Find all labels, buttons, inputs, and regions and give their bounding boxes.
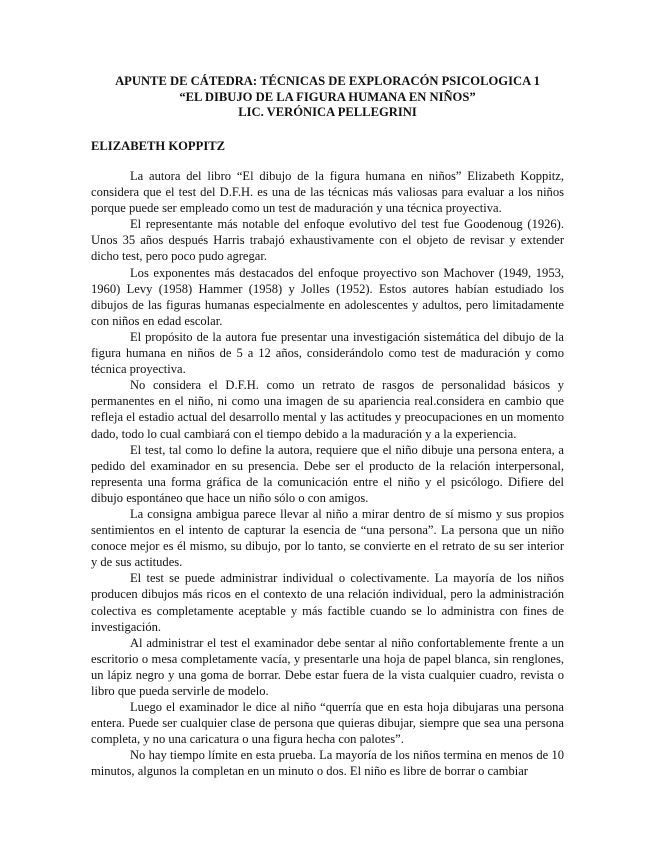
paragraph: No hay tiempo límite en esta prueba. La mayoría de los niños termina en menos de 10 minutos, algunos la completan en un minuto o dos. El niño es libre de borrar o cambiar: [91, 748, 564, 779]
paragraph: El propósito de la autora fue presentar una investigación sistemática del dibujo de la figura humana en niños de 5 a 12 años, considerándolo como test de maduración y como técnica proyectiva.: [91, 329, 564, 377]
paragraph: La autora del libro “El dibujo de la figura humana en niños” Elizabeth Koppitz, considera que el test del D.F.H. es una de las técnicas más valiosas para evaluar a los niños porque puede ser empleado como un test de maduración y una técnica proyectiva.: [91, 169, 564, 216]
header-line-3: LIC. VERÓNICA PELLEGRINI: [238, 105, 417, 120]
paragraph: La consigna ambigua parece llevar al niño a mirar dentro de sí mismo y sus propios sentimientos en el intento de capturar la esencia de “una persona”. La persona que un niño conoce mejor es él mismo, su dibujo, por lo tanto, se convierte en el retrato de su ser interior y de sus actitudes.: [91, 506, 564, 570]
author-heading: ELIZABETH KOPPITZ: [91, 139, 226, 153]
header-line-1: APUNTE DE CÁTEDRA: TÉCNICAS DE EXPLORACÓN PSICOLOGICA 1: [115, 74, 540, 88]
paragraph: Al administrar el test el examinador debe sentar al niño confortablemente frente a un escritorio o mesa completamente vacía, y presentarle una hoja de papel blanca, sin renglones, un lápiz negro y una goma de borrar. Debe estar fuera de la vista cualquier cuadro, revista o libro que pueda servirle de modelo.: [91, 635, 564, 698]
paragraph: No considera el D.F.H. como un retrato de rasgos de personalidad básicos y permanentes en el niño, ni como una imagen de su apariencia real.considera en cambio que refleja el estadio actual del desarrollo mental y las actitudes y preocupaciones en un momento dado, todo lo cual cambiará con el tiempo debido a la maduración y a la experiencia.: [91, 378, 564, 441]
document-body: [91, 168, 564, 780]
paragraph: El test se puede administrar individual o colectivamente. La mayoría de los niños producen dibujos más ricos en el contexto de una relación individual, pero la administración colectiva es completamente aceptable y más factible cuando se lo administra con fines de investigación.: [91, 571, 564, 634]
paragraph: El test, tal como lo define la autora, requiere que el niño dibuje una persona entera, a pedido del examinador en su presencia. Debe ser el producto de la relación interpersonal, representa una forma gráfica de la comunicación entre el niño y el psicólogo. Difiere del dibujo espontáneo que hace un niño sólo o con amigos.: [91, 442, 564, 505]
header-line-2: “EL DIBUJO DE LA FIGURA HUMANA EN NIÑOS”: [179, 89, 476, 104]
paragraph: El representante más notable del enfoque evolutivo del test fue Goodenoug (1926). Unos 35 años después Harris trabajó exhaustivamente con el objeto de revisar y extender dicho test, pero poco pudo agregar.: [91, 217, 564, 264]
paragraph: Los exponentes más destacados del enfoque proyectivo son Machover (1949, 1953, 1960) Levy (1958) Hammer (1958) y Jolles (1952). Estos autores habían estudiado los dibujos de las figuras humanas especialmente en adolescentes y adultos, pero limitadamente con niños en edad escolar.: [91, 265, 564, 328]
document-header: [60, 74, 595, 121]
paragraph: Luego el examinador le dice al niño “querría que en esta hoja dibujaras una persona entera. Puede ser cualquier clase de persona que quieras dibujar, siempre que sea una persona completa, y no una caricatura o una figura hecha con palotes”.: [91, 700, 564, 747]
